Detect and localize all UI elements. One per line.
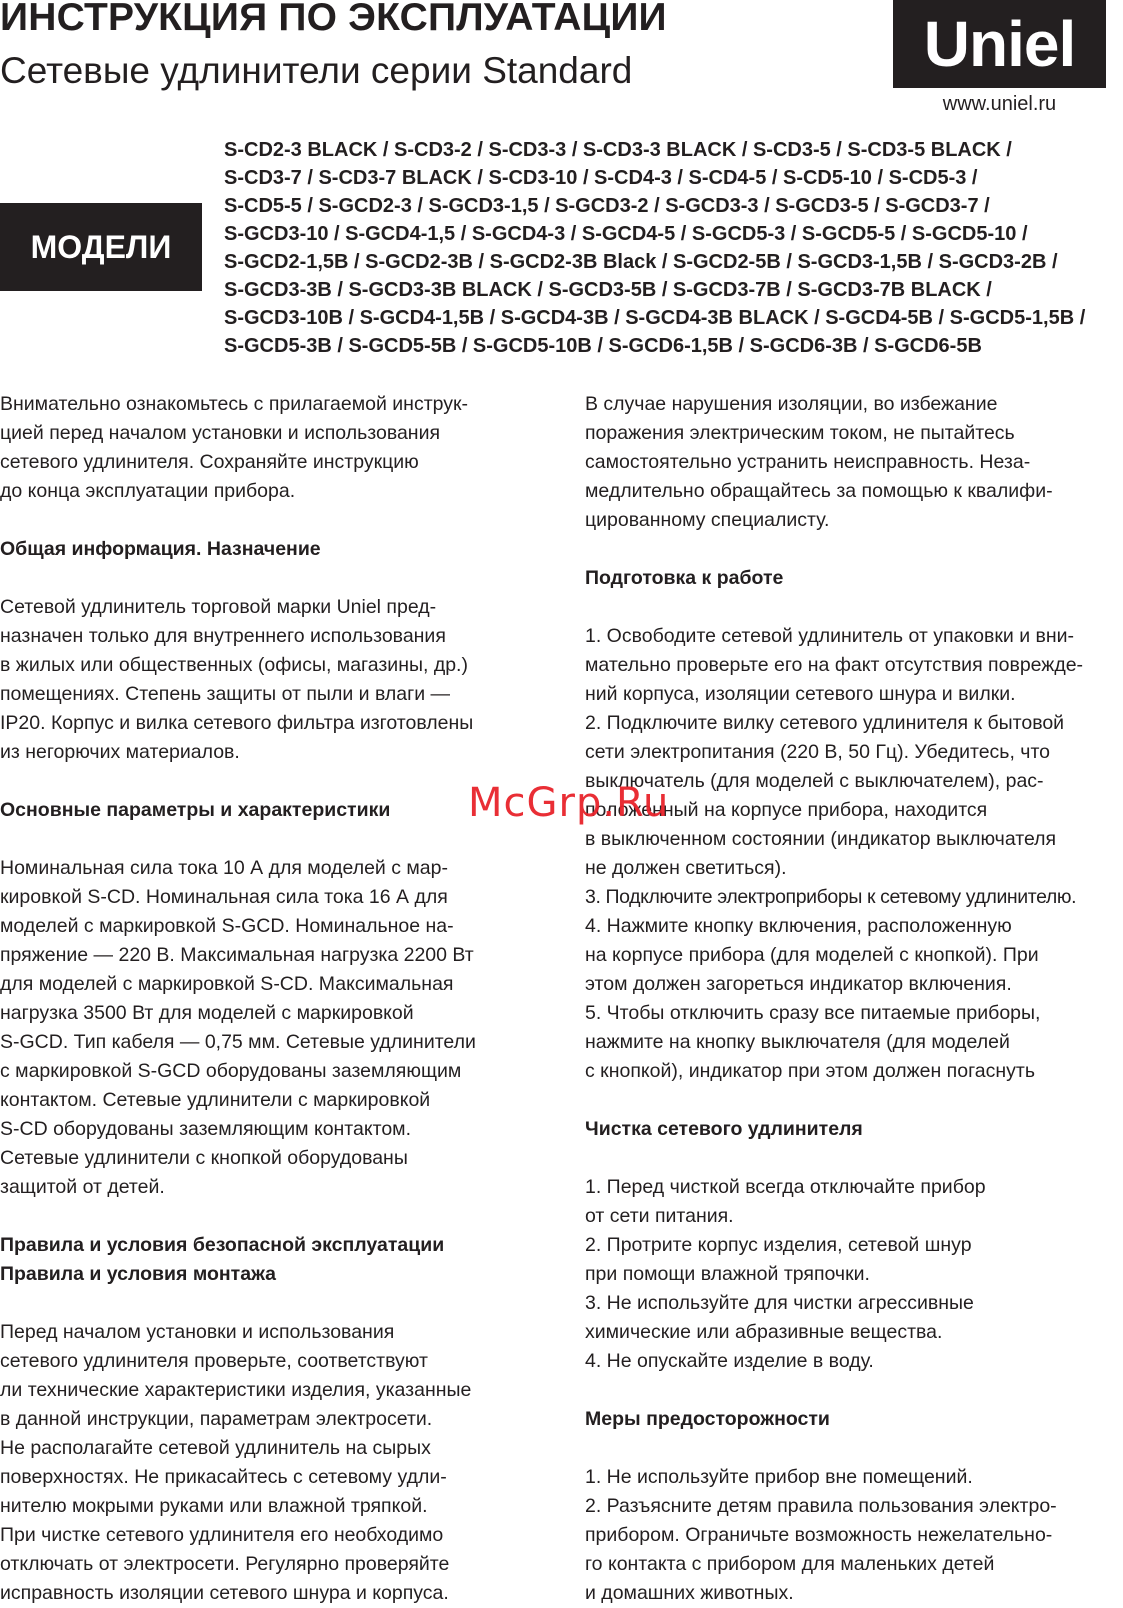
general-line: из негорючих материалов. bbox=[0, 741, 240, 763]
safety-line: ли технические характеристики изделия, указанные bbox=[0, 1379, 472, 1401]
models-line: S-GCD3-10 / S-GCD4-1,5 / S-GCD4-3 / S-GCD4-5 / S-GCD5-3 / S-GCD5-5 / S-GCD5-10 / bbox=[224, 223, 1028, 245]
params-line: Сетевые удлинители с кнопкой оборудованы bbox=[0, 1147, 408, 1169]
models-line: S-GCD5-3B / S-GCD5-5B / S-GCD5-10B / S-GCD6-1,5B / S-GCD6-3B / S-GCD6-5B bbox=[224, 335, 982, 357]
params-line: защитой от детей. bbox=[0, 1176, 165, 1198]
cleaning-line: 1. Перед чисткой всегда отключайте прибор bbox=[585, 1176, 986, 1198]
prep-line: 3. Подключите электроприборы к сетевому удлинителю. bbox=[585, 886, 1077, 908]
general-line: в жилых или общественных (офисы, магазины, др.) bbox=[0, 654, 468, 676]
prep-line: выключатель (для моделей с выключателем), рас- bbox=[585, 770, 1044, 792]
general-line: помещениях. Степень защиты от пыли и влаги — bbox=[0, 683, 451, 705]
params-line: кировкой S-CD. Номинальная сила тока 16 А для bbox=[0, 886, 448, 908]
cleaning-line: при помощи влажной тряпочки. bbox=[585, 1263, 870, 1285]
general-line: IP20. Корпус и вилка сетевого фильтра изготовлены bbox=[0, 712, 474, 734]
prep-line: 5. Чтобы отключить сразу все питаемые приборы, bbox=[585, 1002, 1041, 1024]
safety-line: Перед началом установки и использования bbox=[0, 1321, 395, 1343]
prep-line: этом должен загореться индикатор включения. bbox=[585, 973, 1012, 995]
models-line: S-GCD2-1,5B / S-GCD2-3B / S-GCD2-3B Black / S-GCD2-5B / S-GCD3-1,5B / S-GCD3-2B / bbox=[224, 251, 1058, 273]
document-title: ИНСТРУКЦИЯ ПО ЭКСПЛУАТАЦИИ bbox=[0, 0, 667, 39]
section-heading-safety: Правила и условия безопасной эксплуатации bbox=[0, 1234, 445, 1256]
intro-line: до конца эксплуатации прибора. bbox=[0, 480, 296, 502]
precautions-line: го контакта с прибором для маленьких детей bbox=[585, 1553, 995, 1575]
general-line: назначен только для внутреннего использования bbox=[0, 625, 446, 647]
params-line: нагрузка 3500 Вт для моделей с маркировкой bbox=[0, 1002, 414, 1024]
section-heading-params: Основные параметры и характеристики bbox=[0, 799, 391, 821]
prep-line: ний корпуса, изоляции сетевого шнура и вилки. bbox=[585, 683, 1016, 705]
params-line: S-CD оборудованы заземляющим контактом. bbox=[0, 1118, 411, 1140]
safety-line: в данной инструкции, параметрам электросети. bbox=[0, 1408, 433, 1430]
cleaning-line: химические или абразивные вещества. bbox=[585, 1321, 943, 1343]
uniel-logo: Uniel bbox=[893, 0, 1106, 88]
watermark: McGrp.Ru bbox=[468, 780, 670, 826]
insulation-line: самостоятельно устранить неисправность. Неза- bbox=[585, 451, 1031, 473]
safety-line: отключать от электросети. Регулярно проверяйте bbox=[0, 1553, 450, 1575]
section-heading-cleaning: Чистка сетевого удлинителя bbox=[585, 1118, 863, 1140]
params-line: контактом. Сетевые удлинители с маркировкой bbox=[0, 1089, 431, 1111]
params-line: моделей с маркировкой S-GCD. Номинальное на- bbox=[0, 915, 454, 937]
website-link[interactable]: www.uniel.ru bbox=[942, 93, 1057, 115]
safety-line: При чистке сетевого удлинителя его необходимо bbox=[0, 1524, 444, 1546]
safety-line: поверхностях. Не прикасайтесь с сетевому удли- bbox=[0, 1466, 447, 1488]
prep-line: 4. Нажмите кнопку включения, расположенную bbox=[585, 915, 1012, 937]
params-line: с маркировкой S-GCD оборудованы заземляющим bbox=[0, 1060, 462, 1082]
prep-line: 1. Освободите сетевой удлинитель от упаковки и вни- bbox=[585, 625, 1075, 647]
params-line: пряжение — 220 В. Максимальная нагрузка 2200 Вт bbox=[0, 944, 474, 966]
section-heading-precautions: Меры предосторожности bbox=[585, 1408, 830, 1430]
insulation-line: поражения электрическим током, не пытайтесь bbox=[585, 422, 1015, 444]
models-line: S-GCD3-10B / S-GCD4-1,5B / S-GCD4-3B / S-GCD4-3B BLACK / S-GCD4-5B / S-GCD5-1,5B / bbox=[224, 307, 1086, 329]
intro-line: сетевого удлинителя. Сохраняйте инструкцию bbox=[0, 451, 419, 473]
safety-line: исправность изоляции сетевого шнура и корпуса. bbox=[0, 1582, 449, 1604]
models-list bbox=[224, 136, 1123, 360]
precautions-line: прибором. Ограничьте возможность нежелательно- bbox=[585, 1524, 1053, 1546]
prep-line: мательно проверьте его на факт отсутствия поврежде- bbox=[585, 654, 1084, 676]
cleaning-line: 3. Не используйте для чистки агрессивные bbox=[585, 1292, 974, 1314]
intro-line: цией перед началом установки и использования bbox=[0, 422, 441, 444]
cleaning-line: от сети питания. bbox=[585, 1205, 734, 1227]
prep-line: 2. Подключите вилку сетевого удлинителя к бытовой bbox=[585, 712, 1065, 734]
safety-line: нителю мокрыми руками или влажной тряпкой. bbox=[0, 1495, 428, 1517]
models-line: S-GCD3-3B / S-GCD3-3B BLACK / S-GCD3-5B / S-GCD3-7B / S-GCD3-7B BLACK / bbox=[224, 279, 992, 301]
prep-line: положенный на корпусе прибора, находится bbox=[585, 799, 988, 821]
models-badge: МОДЕЛИ bbox=[0, 203, 202, 291]
prep-line: в выключенном состоянии (индикатор выключателя bbox=[585, 828, 1057, 850]
precautions-line: 2. Разъясните детям правила пользования электро- bbox=[585, 1495, 1057, 1517]
params-line: S-GCD. Тип кабеля — 0,75 мм. Сетевые удлинители bbox=[0, 1031, 476, 1053]
insulation-line: цированному специалисту. bbox=[585, 509, 830, 531]
params-line: для моделей с маркировкой S-CD. Максимальная bbox=[0, 973, 454, 995]
models-line: S-CD3-7 / S-CD3-7 BLACK / S-CD3-10 / S-CD4-3 / S-CD4-5 / S-CD5-10 / S-CD5-3 / bbox=[224, 167, 978, 189]
intro-line: Внимательно ознакомьтесь с прилагаемой инструк- bbox=[0, 393, 469, 415]
safety-line: сетевого удлинителя проверьте, соответствуют bbox=[0, 1350, 428, 1372]
cleaning-line: 4. Не опускайте изделие в воду. bbox=[585, 1350, 874, 1372]
prep-line: нажмите на кнопку выключателя (для моделей bbox=[585, 1031, 1010, 1053]
insulation-line: В случае нарушения изоляции, во избежание bbox=[585, 393, 998, 415]
insulation-line: медлительно обращайтесь за помощью к квалифи- bbox=[585, 480, 1053, 502]
section-heading-prep: Подготовка к работе bbox=[585, 567, 784, 589]
prep-line: сети электропитания (220 В, 50 Гц). Убедитесь, что bbox=[585, 741, 1051, 763]
safety-line: Не располагайте сетевой удлинитель на сырых bbox=[0, 1437, 431, 1459]
precautions-line: 1. Не используйте прибор вне помещений. bbox=[585, 1466, 973, 1488]
precautions-line: и домашних животных. bbox=[585, 1582, 794, 1604]
prep-line: с кнопкой), индикатор при этом должен погаснуть bbox=[585, 1060, 1035, 1082]
models-line: S-CD5-5 / S-GCD2-3 / S-GCD3-1,5 / S-GCD3-2 / S-GCD3-3 / S-GCD3-5 / S-GCD3-7 / bbox=[224, 195, 990, 217]
section-heading-general: Общая информация. Назначение bbox=[0, 538, 321, 560]
left-column bbox=[0, 390, 540, 1608]
prep-line: не должен светиться). bbox=[585, 857, 787, 879]
prep-line: на корпусе прибора (для моделей с кнопкой). При bbox=[585, 944, 1039, 966]
models-line: S-CD2-3 BLACK / S-CD3-2 / S-CD3-3 / S-CD3-3 BLACK / S-CD3-5 / S-CD3-5 BLACK / bbox=[224, 139, 1012, 161]
params-line: Номинальная сила тока 10 А для моделей с мар- bbox=[0, 857, 448, 879]
cleaning-line: 2. Протрите корпус изделия, сетевой шнур bbox=[585, 1234, 972, 1256]
section-heading-mounting: Правила и условия монтажа bbox=[0, 1263, 276, 1285]
general-line: Сетевой удлинитель торговой марки Uniel пред- bbox=[0, 596, 437, 618]
document-subtitle: Сетевые удлинители серии Standard bbox=[0, 50, 633, 91]
right-column bbox=[585, 390, 1123, 1608]
